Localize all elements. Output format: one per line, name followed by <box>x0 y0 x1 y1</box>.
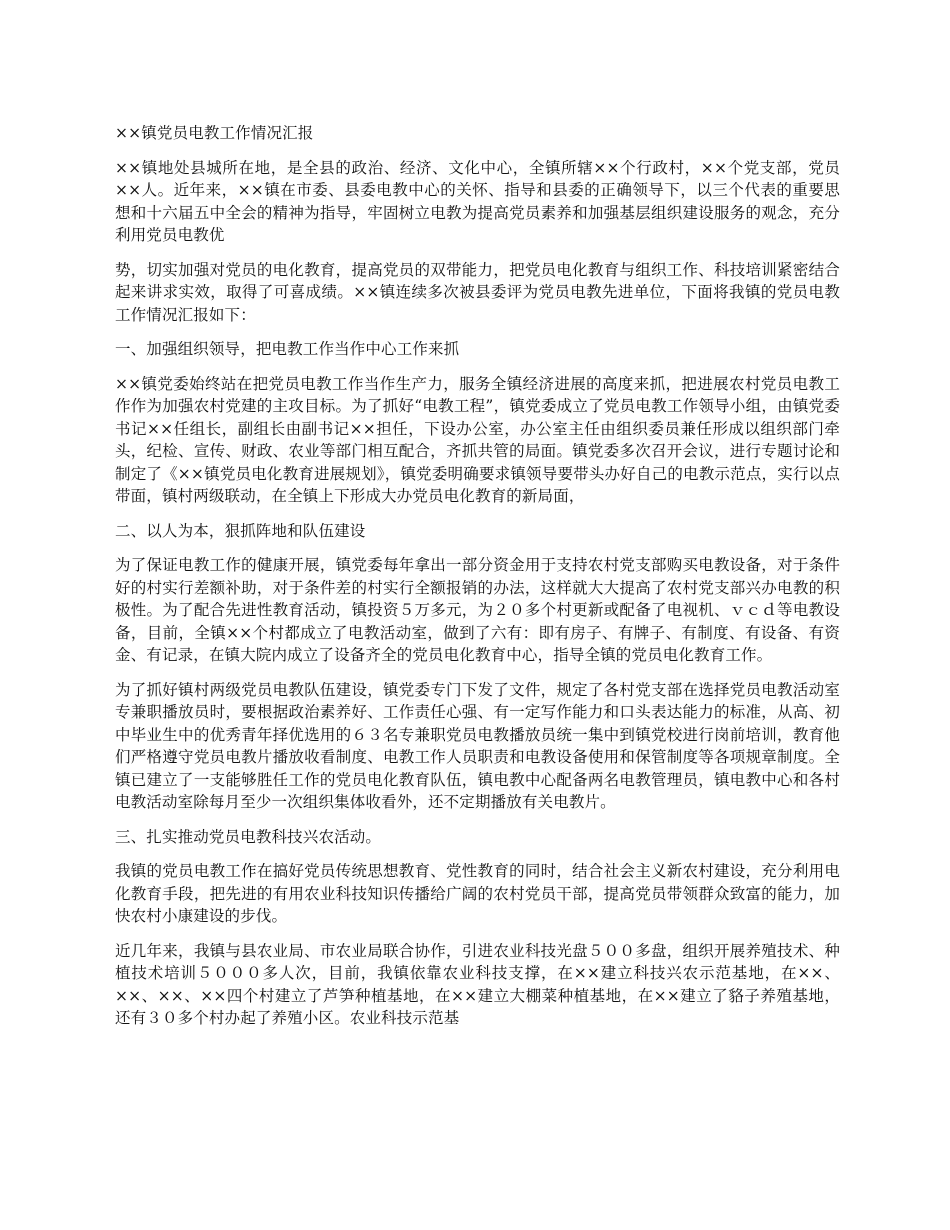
paragraph-section-3-a: 我镇的党员电教工作在搞好党员传统思想教育、党性教育的同时，结合社会主义新农村建设，充分利用电化教育手段，把先进的有用农业科技知识传播给广阔的农村党员干部，提高党员带领群众致富的能力，加快农村小康建设的步伐。 <box>115 862 840 925</box>
paragraph-intro: ××镇地处县城所在地，是全县的政治、经济、文化中心，全镇所辖××个行政村，××个党支部，党员××人。近年来，××镇在市委、县委电教中心的关怀、指导和县委的正确领导下，以三个代表的重要思想和十六届五中全会的精神为指导，牢固树立电教为提高党员素养和加强基层组织建设服务的观念，充分利用党员电教优 <box>115 158 840 244</box>
document-title: ××镇党员电教工作情况汇报 <box>115 124 314 142</box>
paragraph-section-1: ××镇党委始终站在把党员电教工作当作生产力，服务全镇经济进展的高度来抓，把进展农村党员电教工作作为加强农村党建的主攻目标。为了抓好“电教工程”，镇党委成立了党员电教工作领导小组，由镇党委书记××任组长，副组长由副书记××担任，下设办公室，办公室主任由组织委员兼任形成以组织部门牵头，纪检、宣传、财政、农业等部门相互配合，齐抓共管的局面。镇党委多次召开会议，进行专题讨论和制定了《××镇党员电化教育进展规划》，镇党委明确要求镇领导要带头办好自己的电教示范点，实行以点带面，镇村两级联动，在全镇上下形成大办党员电化教育的新局面， <box>115 374 840 505</box>
paragraph-section-3-b: 近几年来，我镇与县农业局、市农业局联合协作，引进农业科技光盘５００多盘，组织开展养殖技术、种植技术培训５０００多人次，目前，我镇依靠农业科技支撑，在××建立科技兴农示范基地，在××、××、××、××四个村建立了芦笋种植基地，在××建立大棚菜种植基地，在××建立了貉子养殖基地，还有３０多个村办起了养殖小区。农业科技示范基 <box>115 941 840 1027</box>
section-heading-2: 二、以人为本，狠抓阵地和队伍建设 <box>115 521 366 540</box>
section-heading-3: 三、扎实推动党员电教科技兴农活动。 <box>115 827 382 846</box>
document-page <box>115 122 840 1042</box>
paragraph-intro-continued: 势，切实加强对党员的电化教育，提高党员的双带能力，把党员电化教育与组织工作、科技培训紧密结合起来讲求实效，取得了可喜成绩。××镇连续多次被县委评为党员电教先进单位，下面将我镇的党员电教工作情况汇报如下： <box>115 260 840 324</box>
paragraph-section-2-a: 为了保证电教工作的健康开展，镇党委每年拿出一部分资金用于支持农村党支部购买电教设备，对于条件好的村实行差额补助，对于条件差的村实行全额报销的办法，这样就大大提高了农村党支部兴办电教的积极性。为了配合先进性教育活动，镇投资５万多元，为２０多个村更新或配备了电视机、ｖｃｄ等电教设备，目前，全镇××个村都成立了电教活动室，做到了六有：即有房子、有牌子、有制度、有设备、有资金、有记录，在镇大院内成立了设备齐全的党员电化教育中心，指导全镇的党员电化教育工作。 <box>115 556 840 664</box>
paragraph-section-2-b: 为了抓好镇村两级党员电教队伍建设，镇党委专门下发了文件，规定了各村党支部在选择党员电教活动室专兼职播放员时，要根据政治素养好、工作责任心强、有一定写作能力和口头表达能力的标准，从高、初中毕业生中的优秀青年择优选用的６３名专兼职党员电教播放员统一集中到镇党校进行岗前培训，教育他们严格遵守党员电教片播放收看制度、电教工作人员职责和电教设备使用和保管制度等各项规章制度。全镇已建立了一支能够胜任工作的党员电化教育队伍，镇电教中心配备两名电教管理员，镇电教中心和各村电教活动室除每月至少一次组织集体收看外，还不定期播放有关电教片。 <box>115 680 840 811</box>
section-heading-1: 一、加强组织领导，把电教工作当作中心工作来抓 <box>115 340 460 358</box>
